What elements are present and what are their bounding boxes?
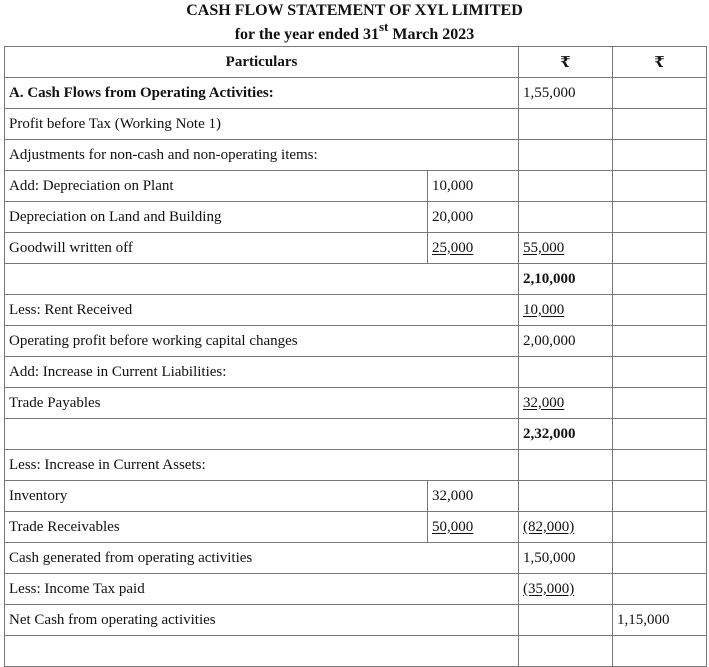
- row-total: [613, 233, 707, 264]
- table-row: [5, 357, 707, 388]
- header-particulars: Particulars: [5, 47, 519, 78]
- row-amount: [519, 171, 613, 202]
- table-row: [5, 109, 707, 140]
- row-total: [613, 388, 707, 419]
- subtitle-text: for the year ended 31: [234, 26, 379, 43]
- table-row: [5, 264, 707, 295]
- row-total: [613, 109, 707, 140]
- header-amount-currency: ₹: [519, 47, 613, 78]
- row-label: [5, 78, 519, 109]
- row-amount: [519, 202, 613, 233]
- row-total: [613, 450, 707, 481]
- row-label-text: Net Cash from operating activities: [9, 611, 216, 628]
- row-amount: [519, 419, 613, 450]
- row-total: [613, 202, 707, 233]
- row-total: [613, 419, 707, 450]
- table-row: [5, 543, 707, 574]
- row-label: [5, 481, 428, 512]
- row-amount: [519, 357, 613, 388]
- row-total: [613, 574, 707, 605]
- cash-flow-table: [4, 46, 707, 667]
- row-total-text: 1,15,000: [617, 611, 670, 628]
- table-row: [5, 140, 707, 171]
- row-total: [613, 543, 707, 574]
- row-amount: [519, 543, 613, 574]
- row-amount-text: 1,55,000: [523, 84, 576, 101]
- row-amount: [519, 636, 613, 667]
- row-total: [613, 481, 707, 512]
- row-label-text: Trade Payables: [9, 394, 101, 411]
- row-inner-amount-text: 10,000: [432, 177, 474, 194]
- row-amount-text: 10,000: [523, 301, 565, 318]
- row-amount: [519, 481, 613, 512]
- row-amount: [519, 140, 613, 171]
- row-inner-amount: [428, 512, 519, 543]
- row-label-text: Add: Depreciation on Plant: [9, 177, 174, 194]
- row-label-text: Less: Rent Received: [9, 301, 133, 318]
- row-label: [5, 512, 428, 543]
- subtitle-ordinal-suffix: st: [378, 19, 389, 34]
- row-amount: [519, 450, 613, 481]
- row-total: [613, 140, 707, 171]
- row-amount: [519, 512, 613, 543]
- row-label: [5, 202, 428, 233]
- table-row: [5, 233, 707, 264]
- row-inner-amount: [428, 481, 519, 512]
- row-amount: [519, 233, 613, 264]
- row-label: [5, 171, 428, 202]
- row-label: [5, 543, 519, 574]
- row-label-text: Trade Receivables: [9, 518, 120, 535]
- row-inner-amount-text: 25,000: [432, 239, 474, 256]
- row-amount: [519, 109, 613, 140]
- row-amount-text: (82,000): [523, 518, 575, 535]
- row-label-text: Goodwill written off: [9, 239, 133, 256]
- row-amount-text: (35,000): [523, 580, 575, 597]
- row-total: [613, 295, 707, 326]
- row-label-text: A. Cash Flows from Operating Activities:: [9, 84, 274, 101]
- row-label: [5, 357, 519, 388]
- table-row: [5, 295, 707, 326]
- row-amount: [519, 264, 613, 295]
- table-row: [5, 419, 707, 450]
- row-amount-text: 2,00,000: [523, 332, 576, 349]
- row-amount-text: 2,10,000: [523, 270, 576, 287]
- table-row: [5, 574, 707, 605]
- table-row: [5, 605, 707, 636]
- subtitle-month-year: March 2023: [388, 26, 475, 43]
- row-total: [613, 264, 707, 295]
- row-label: [5, 388, 519, 419]
- row-inner-amount: [428, 233, 519, 264]
- table-row: [5, 326, 707, 357]
- statement-title: CASH FLOW STATEMENT OF XYL LIMITED: [186, 2, 523, 19]
- row-total: [613, 605, 707, 636]
- row-label-text: Inventory: [9, 487, 68, 504]
- row-label-text: Depreciation on Land and Building: [9, 208, 222, 225]
- row-inner-amount-text: 20,000: [432, 208, 474, 225]
- row-amount-text: 2,32,000: [523, 425, 576, 442]
- header-total-currency: ₹: [613, 47, 707, 78]
- row-amount: [519, 574, 613, 605]
- row-amount: [519, 388, 613, 419]
- table-row: [5, 388, 707, 419]
- row-inner-amount: [428, 202, 519, 233]
- row-label: [5, 326, 519, 357]
- row-total: [613, 326, 707, 357]
- row-label: [5, 574, 519, 605]
- row-label: [5, 140, 519, 171]
- table-row: [5, 481, 707, 512]
- row-total: [613, 357, 707, 388]
- row-amount-text: 32,000: [523, 394, 565, 411]
- row-amount: [519, 78, 613, 109]
- row-label: [5, 636, 519, 667]
- table-row: [5, 78, 707, 109]
- row-amount: [519, 326, 613, 357]
- row-label-text: Less: Increase in Current Assets:: [9, 456, 206, 473]
- row-label: [5, 419, 519, 450]
- row-label-text: Cash generated from operating activities: [9, 549, 253, 566]
- row-label: [5, 264, 519, 295]
- row-total: [613, 171, 707, 202]
- cash-flow-table-body: [5, 47, 707, 667]
- row-label: [5, 109, 519, 140]
- row-total: [613, 636, 707, 667]
- row-total: [613, 512, 707, 543]
- row-amount: [519, 605, 613, 636]
- table-row: [5, 636, 707, 667]
- row-label: [5, 605, 519, 636]
- row-label: [5, 295, 519, 326]
- row-label: [5, 233, 428, 264]
- statement-subtitle: [0, 21, 709, 46]
- table-row: [5, 512, 707, 543]
- row-label-text: Profit before Tax (Working Note 1): [9, 115, 221, 132]
- table-row: [5, 450, 707, 481]
- row-label: [5, 450, 519, 481]
- row-label-text: Adjustments for non-cash and non-operating items:: [9, 146, 318, 163]
- row-inner-amount-text: 32,000: [432, 487, 474, 504]
- row-inner-amount: [428, 171, 519, 202]
- row-inner-amount-text: 50,000: [432, 518, 474, 535]
- row-amount-text: 55,000: [523, 239, 565, 256]
- row-amount-text: 1,50,000: [523, 549, 576, 566]
- row-label-text: Less: Income Tax paid: [9, 580, 145, 597]
- row-label-text: Operating profit before working capital changes: [9, 332, 298, 349]
- table-row: [5, 202, 707, 233]
- row-label-text: Add: Increase in Current Liabilities:: [9, 363, 227, 380]
- table-row: [5, 171, 707, 202]
- table-header-row: [5, 47, 707, 78]
- row-amount: [519, 295, 613, 326]
- row-total: [613, 78, 707, 109]
